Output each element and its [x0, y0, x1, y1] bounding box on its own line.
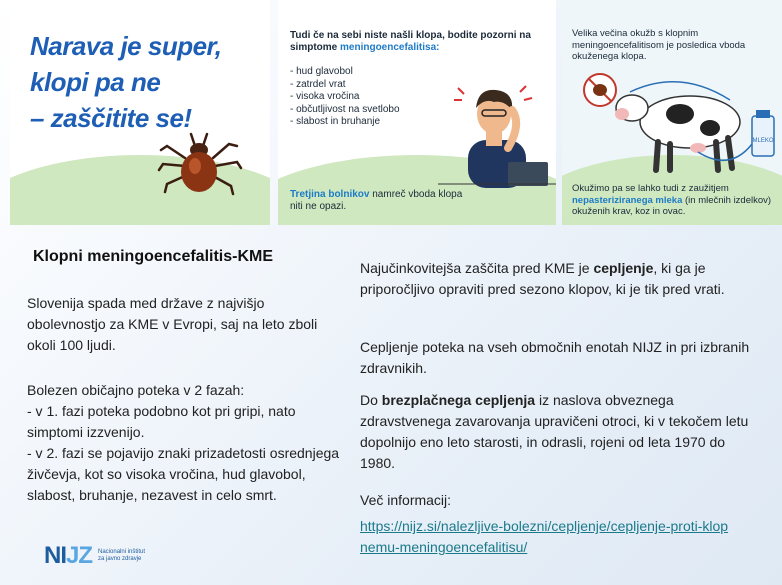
banner-panel-milk [562, 0, 782, 225]
phase-1: - v 1. fazi poteka podobno kot pri gripi, nato simptomi izzvenijo. [27, 403, 296, 440]
tick-illustration-icon [155, 120, 245, 210]
symptom-item: - visoka vročina [290, 91, 360, 102]
unnoticed-bite-note [290, 189, 470, 213]
milk-bottle-label: MLEKO [752, 138, 774, 144]
page-title: Klopni meningoencefalitis-KME [33, 248, 274, 265]
milk-note-text: Okužimo pa se lahko tudi z zaužitjem [572, 183, 729, 194]
logo-line: Nacionalni inštitut [98, 549, 146, 555]
logo-mark-a: NI [44, 542, 66, 569]
cow-illustration-icon [570, 62, 780, 180]
sick-person-illustration-icon [438, 78, 556, 188]
free-vaccination-text: Do [360, 392, 382, 408]
protection-paragraph [360, 258, 760, 300]
slogan-line: klopi pa ne [30, 67, 161, 97]
symptoms-list [290, 66, 400, 129]
unnoticed-bite-highlight: Tretjina bolnikov [290, 189, 370, 200]
milk-note-text: (in mlečnih izdelkov) okuženih krav, koz in ovac. [572, 194, 772, 217]
banner-panel-slogan [10, 0, 270, 225]
vaccination-locations-paragraph: Cepljenje poteka na vseh območnih enotah NIJZ in pri izbranih zdravnikih. [360, 339, 750, 376]
milk-note [572, 183, 777, 218]
free-vaccination-emphasis: brezplačnega cepljenja [381, 392, 536, 408]
banner-panel-symptoms [278, 0, 556, 225]
slogan-line: Narava je super, [30, 31, 222, 61]
nijz-logo-text [98, 549, 168, 563]
protection-text: , ki ga je priporočljivo opraviti pred sezono klopov, ki je tik pred vrati. [360, 260, 725, 297]
free-vaccination-text: iz naslova obveznega zdravstvenega zavarovanja upravičeni otroci, ki v tekočem letu dopolnijo eno leto starosti, in odrasli, rojeni od leta 1970 do 1980. [360, 392, 749, 471]
more-info-link[interactable]: https://nijz.si/nalezljive-bolezni/cepljenje/cepljenje-proti-klopnemu-meningoencefalitisu/ [360, 518, 729, 555]
slogan-line: – zaščitite se! [30, 103, 192, 133]
protection-text: Najučinkovitejša zaščita pred KME je [360, 260, 594, 276]
logo-mark-b: JZ [66, 542, 93, 569]
nijz-logo [44, 542, 168, 570]
phases-intro: Bolezen običajno poteka v 2 fazah: [27, 382, 245, 398]
incidence-paragraph: Slovenija spada med države z najvišjo obolevnostjo za KME v Evropi, saj na leto zboli okoli 100 ljudi. [27, 295, 318, 353]
symptoms-intro-text: Tudi če na sebi niste našli klopa, bodite pozorni na simptome [290, 30, 531, 53]
milk-note-highlight: nepasteriziranega mleka [572, 194, 683, 206]
infection-source-intro: Velika večina okužb s klopnim meningoencefalitisom je posledica vboda okuženega klopa. [572, 28, 746, 62]
vaccination-emphasis: cepljenje [593, 260, 654, 276]
nijz-logo-mark [44, 542, 92, 570]
logo-line: za javno zdravje [98, 556, 142, 562]
free-vaccination-paragraph [360, 390, 760, 474]
symptom-item: - slabost in bruhanje [290, 116, 381, 127]
disease-phases [27, 380, 347, 506]
more-info-label: Več informacij: [360, 492, 452, 508]
unnoticed-bite-text: namreč vboda klopa niti ne opazi. [290, 189, 463, 212]
symptoms-intro [290, 30, 545, 54]
symptom-item: - hud glavobol [290, 66, 353, 77]
symptom-item: - občutljivost na svetlobo [290, 103, 400, 115]
phase-2: - v 2. fazi se pojavijo znaki prizadetosti osrednjega živčevja, kot so visoka vročina, hud glavobol, slabost, bruhanje, nezavest in celo smrt. [27, 445, 340, 503]
symptoms-intro-highlight: meningoencefalitisa: [340, 42, 440, 53]
symptom-item: - zatrdel vrat [290, 78, 346, 90]
